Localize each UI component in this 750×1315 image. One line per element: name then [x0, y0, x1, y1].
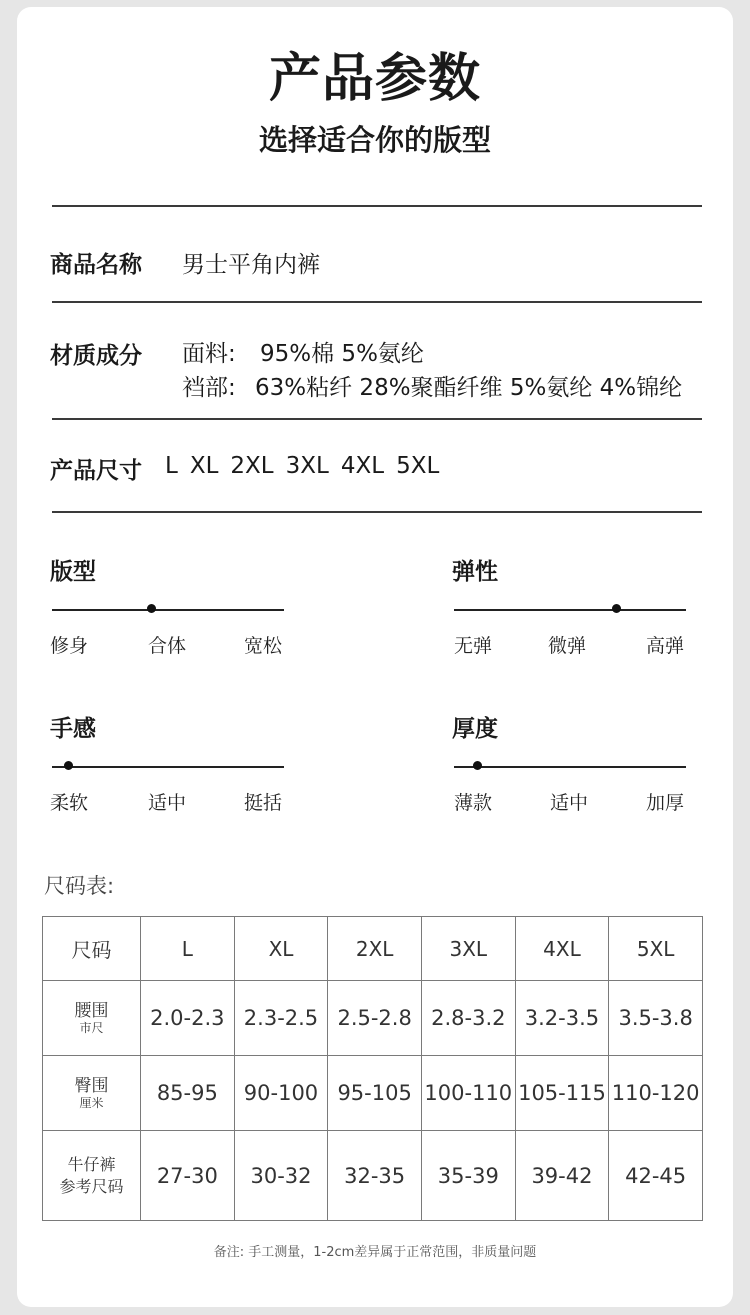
table-cell: 27-30: [141, 1131, 235, 1221]
table-cell: 95-105: [328, 1056, 422, 1131]
rating-title: 手感: [50, 716, 96, 742]
rating-track: [52, 766, 284, 768]
row-label-text: 臀围: [74, 1076, 109, 1096]
size-item: 3XL: [285, 453, 329, 479]
table-cell: 32-35: [328, 1131, 422, 1221]
rating-marker: [64, 761, 73, 770]
rating-option: 挺括: [244, 792, 283, 814]
table-cell: 2.0-2.3: [141, 981, 235, 1056]
table-row: [43, 981, 703, 1056]
rating-option: 合体: [148, 635, 187, 657]
fabric-label: 面料:: [182, 341, 236, 367]
material-label: 材质成分: [50, 343, 142, 369]
size-chart-table: [42, 916, 703, 1221]
crotch-value: 63%粘纤 28%聚酯纤维 5%氨纶 4%锦纶: [255, 375, 683, 401]
size-item: XL: [189, 453, 219, 479]
rating-track: [454, 609, 686, 611]
table-cell: 42-45: [609, 1131, 703, 1221]
table-header-row: [43, 917, 703, 981]
table-row: [43, 1056, 703, 1131]
divider: [52, 418, 702, 420]
table-header-cell: XL: [234, 917, 328, 981]
table-header-cell: L: [141, 917, 235, 981]
table-cell: 3.2-3.5: [515, 981, 609, 1056]
rating-marker: [473, 761, 482, 770]
rating-title: 弹性: [452, 559, 498, 585]
table-cell: 85-95: [141, 1056, 235, 1131]
rating-option: 微弹: [548, 635, 587, 657]
rating-track: [52, 609, 284, 611]
divider: [52, 301, 702, 303]
size-item: 2XL: [230, 453, 274, 479]
row-label: [43, 1056, 141, 1131]
rating-option: 适中: [550, 792, 589, 814]
row-label: [43, 981, 141, 1056]
table-header-cell: 2XL: [328, 917, 422, 981]
size-chart-title: 尺码表:: [44, 874, 115, 898]
table-cell: 100-110: [421, 1056, 515, 1131]
row-label-text: 牛仔裤: [67, 1154, 116, 1174]
divider: [52, 205, 702, 207]
size-item: 5XL: [396, 453, 440, 479]
table-cell: 105-115: [515, 1056, 609, 1131]
table-header-cell: 4XL: [515, 917, 609, 981]
rating-option: 柔软: [50, 792, 89, 814]
table-cell: 35-39: [421, 1131, 515, 1221]
footnote: 备注: 手工测量，1-2cm差异属于正常范围，非质量问题: [213, 1245, 537, 1260]
table-cell: 2.3-2.5: [234, 981, 328, 1056]
rating-option: 加厚: [646, 792, 685, 814]
rating-option: 薄款: [454, 792, 493, 814]
table-row: [43, 1131, 703, 1221]
product-name-value: 男士平角内裤: [182, 252, 320, 278]
rating-option: 无弹: [454, 635, 493, 657]
page-subtitle: 选择适合你的版型: [258, 123, 491, 157]
table-cell: 39-42: [515, 1131, 609, 1221]
rating-option: 高弹: [646, 635, 685, 657]
table-cell: 2.8-3.2: [421, 981, 515, 1056]
sizes-label: 产品尺寸: [50, 458, 142, 484]
table-cell: 3.5-3.8: [609, 981, 703, 1056]
rating-option: 宽松: [244, 635, 283, 657]
rating-marker: [612, 604, 621, 613]
table-cell: 90-100: [234, 1056, 328, 1131]
rating-title: 厚度: [452, 716, 498, 742]
sizes-list: [165, 453, 451, 479]
table-cell: 2.5-2.8: [328, 981, 422, 1056]
table-header-cell: 尺码: [43, 917, 141, 981]
rating-option: 适中: [148, 792, 187, 814]
rating-option: 修身: [50, 635, 89, 657]
rating-title: 版型: [50, 559, 96, 585]
row-label-text: 腰围: [74, 1001, 109, 1021]
table-cell: 110-120: [609, 1056, 703, 1131]
table-header-cell: 5XL: [609, 917, 703, 981]
row-label-text: 参考尺码: [59, 1176, 124, 1196]
row-label: [43, 1131, 141, 1221]
crotch-label: 裆部:: [182, 375, 236, 401]
product-name-label: 商品名称: [50, 252, 142, 278]
table-cell: 30-32: [234, 1131, 328, 1221]
page-title: 产品参数: [268, 49, 481, 109]
row-unit: 厘米: [79, 1096, 104, 1110]
fabric-value: 95%棉 5%氨纶: [260, 341, 424, 367]
row-unit: 市尺: [79, 1021, 104, 1035]
size-item: L: [165, 453, 178, 479]
divider: [52, 511, 702, 513]
table-header-cell: 3XL: [421, 917, 515, 981]
size-item: 4XL: [340, 453, 385, 479]
rating-track: [454, 766, 686, 768]
